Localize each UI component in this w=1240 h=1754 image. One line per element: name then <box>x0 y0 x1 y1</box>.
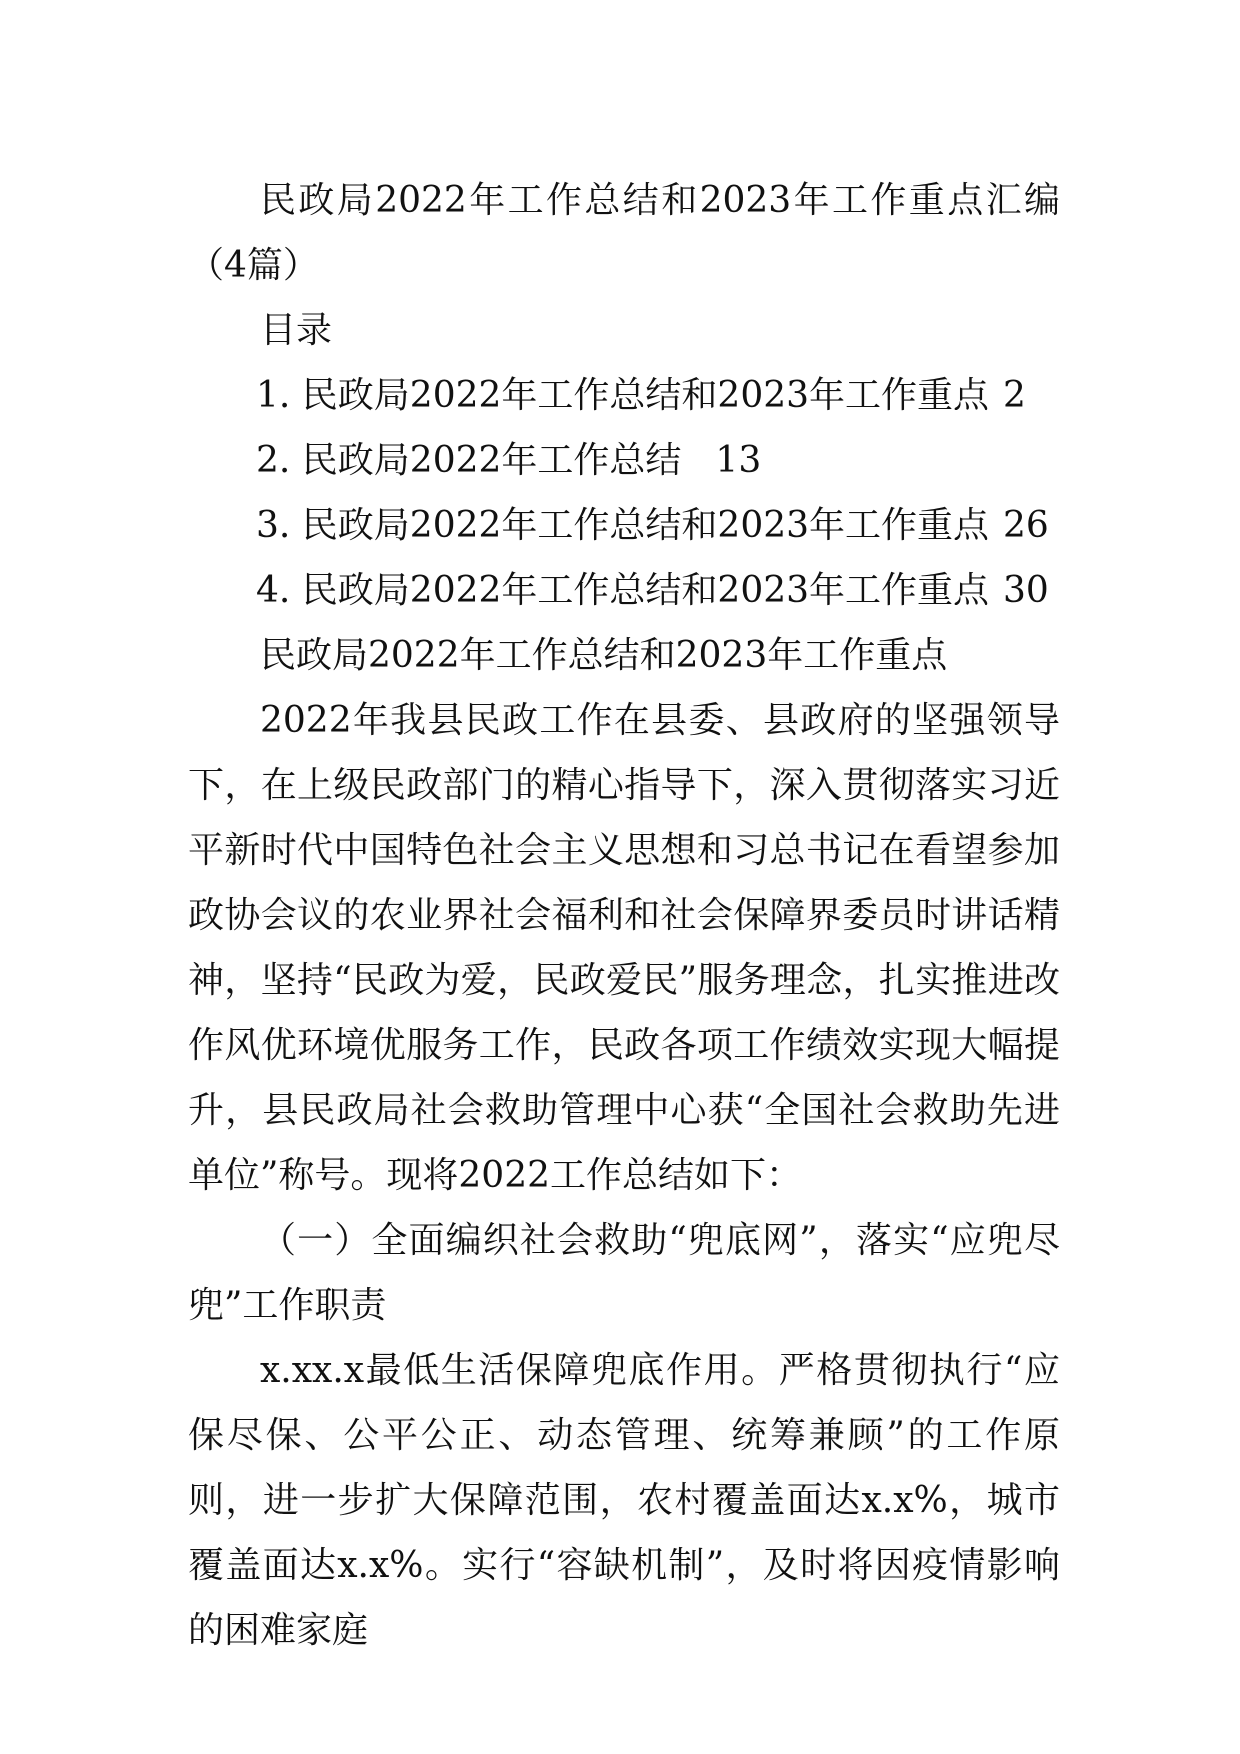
toc-item-page: 13 <box>715 440 762 481</box>
toc-item-title: 2. 民政局2022年工作总结 <box>256 440 682 481</box>
body-paragraph: 2022年我县民政工作在县委、县政府的坚强领导下，在上级民政部门的精心指导下，深入贯彻落实习近平新时代中国特色社会主义思想和习总书记在看望参加政协会议的农业界社会福利和社会保障界委员时讲话精神，坚持“民政为爱，民政爱民”服务理念，扎实推进改作风优环境优服务工作，民政各项工作绩效实现大幅提升，县民政局社会救助管理中心获“全国社会救助先进单位”称号。现将2022工作总结如下： <box>188 700 1060 1196</box>
toc-item[interactable] <box>188 363 1060 428</box>
toc-item-title: 1. 民政局2022年工作总结和2023年工作重点 <box>256 375 990 416</box>
toc-item-page: 30 <box>1003 570 1049 611</box>
toc-item[interactable] <box>188 493 1060 558</box>
toc-item[interactable] <box>188 428 1060 493</box>
body-paragraph: x.xx.x最低生活保障兜底作用。严格贯彻执行“应保尽保、公平公正、动态管理、统筹兼顾”的工作原则，进一步扩大保障范围，农村覆盖面达x.x%，城市覆盖面达x.x%。实行“容缺机制”，及时将因疫情影响的困难家庭 <box>188 1350 1060 1651</box>
document-title: 民政局2022年工作总结和2023年工作重点汇编（4篇） <box>188 180 1060 286</box>
toc-item-page: 2 <box>1003 375 1026 416</box>
toc-item-page: 26 <box>1003 505 1049 546</box>
toc-heading: 目录 <box>260 310 333 351</box>
section-title: 民政局2022年工作总结和2023年工作重点 <box>260 635 948 676</box>
toc-item-title: 3. 民政局2022年工作总结和2023年工作重点 <box>256 505 990 546</box>
toc-item-title: 4. 民政局2022年工作总结和2023年工作重点 <box>256 570 990 611</box>
subsection-heading: （一）全面编织社会救助“兜底网”，落实“应兜尽兜”工作职责 <box>188 1220 1060 1326</box>
toc-item[interactable] <box>188 558 1060 623</box>
document-body <box>188 168 1060 1663</box>
